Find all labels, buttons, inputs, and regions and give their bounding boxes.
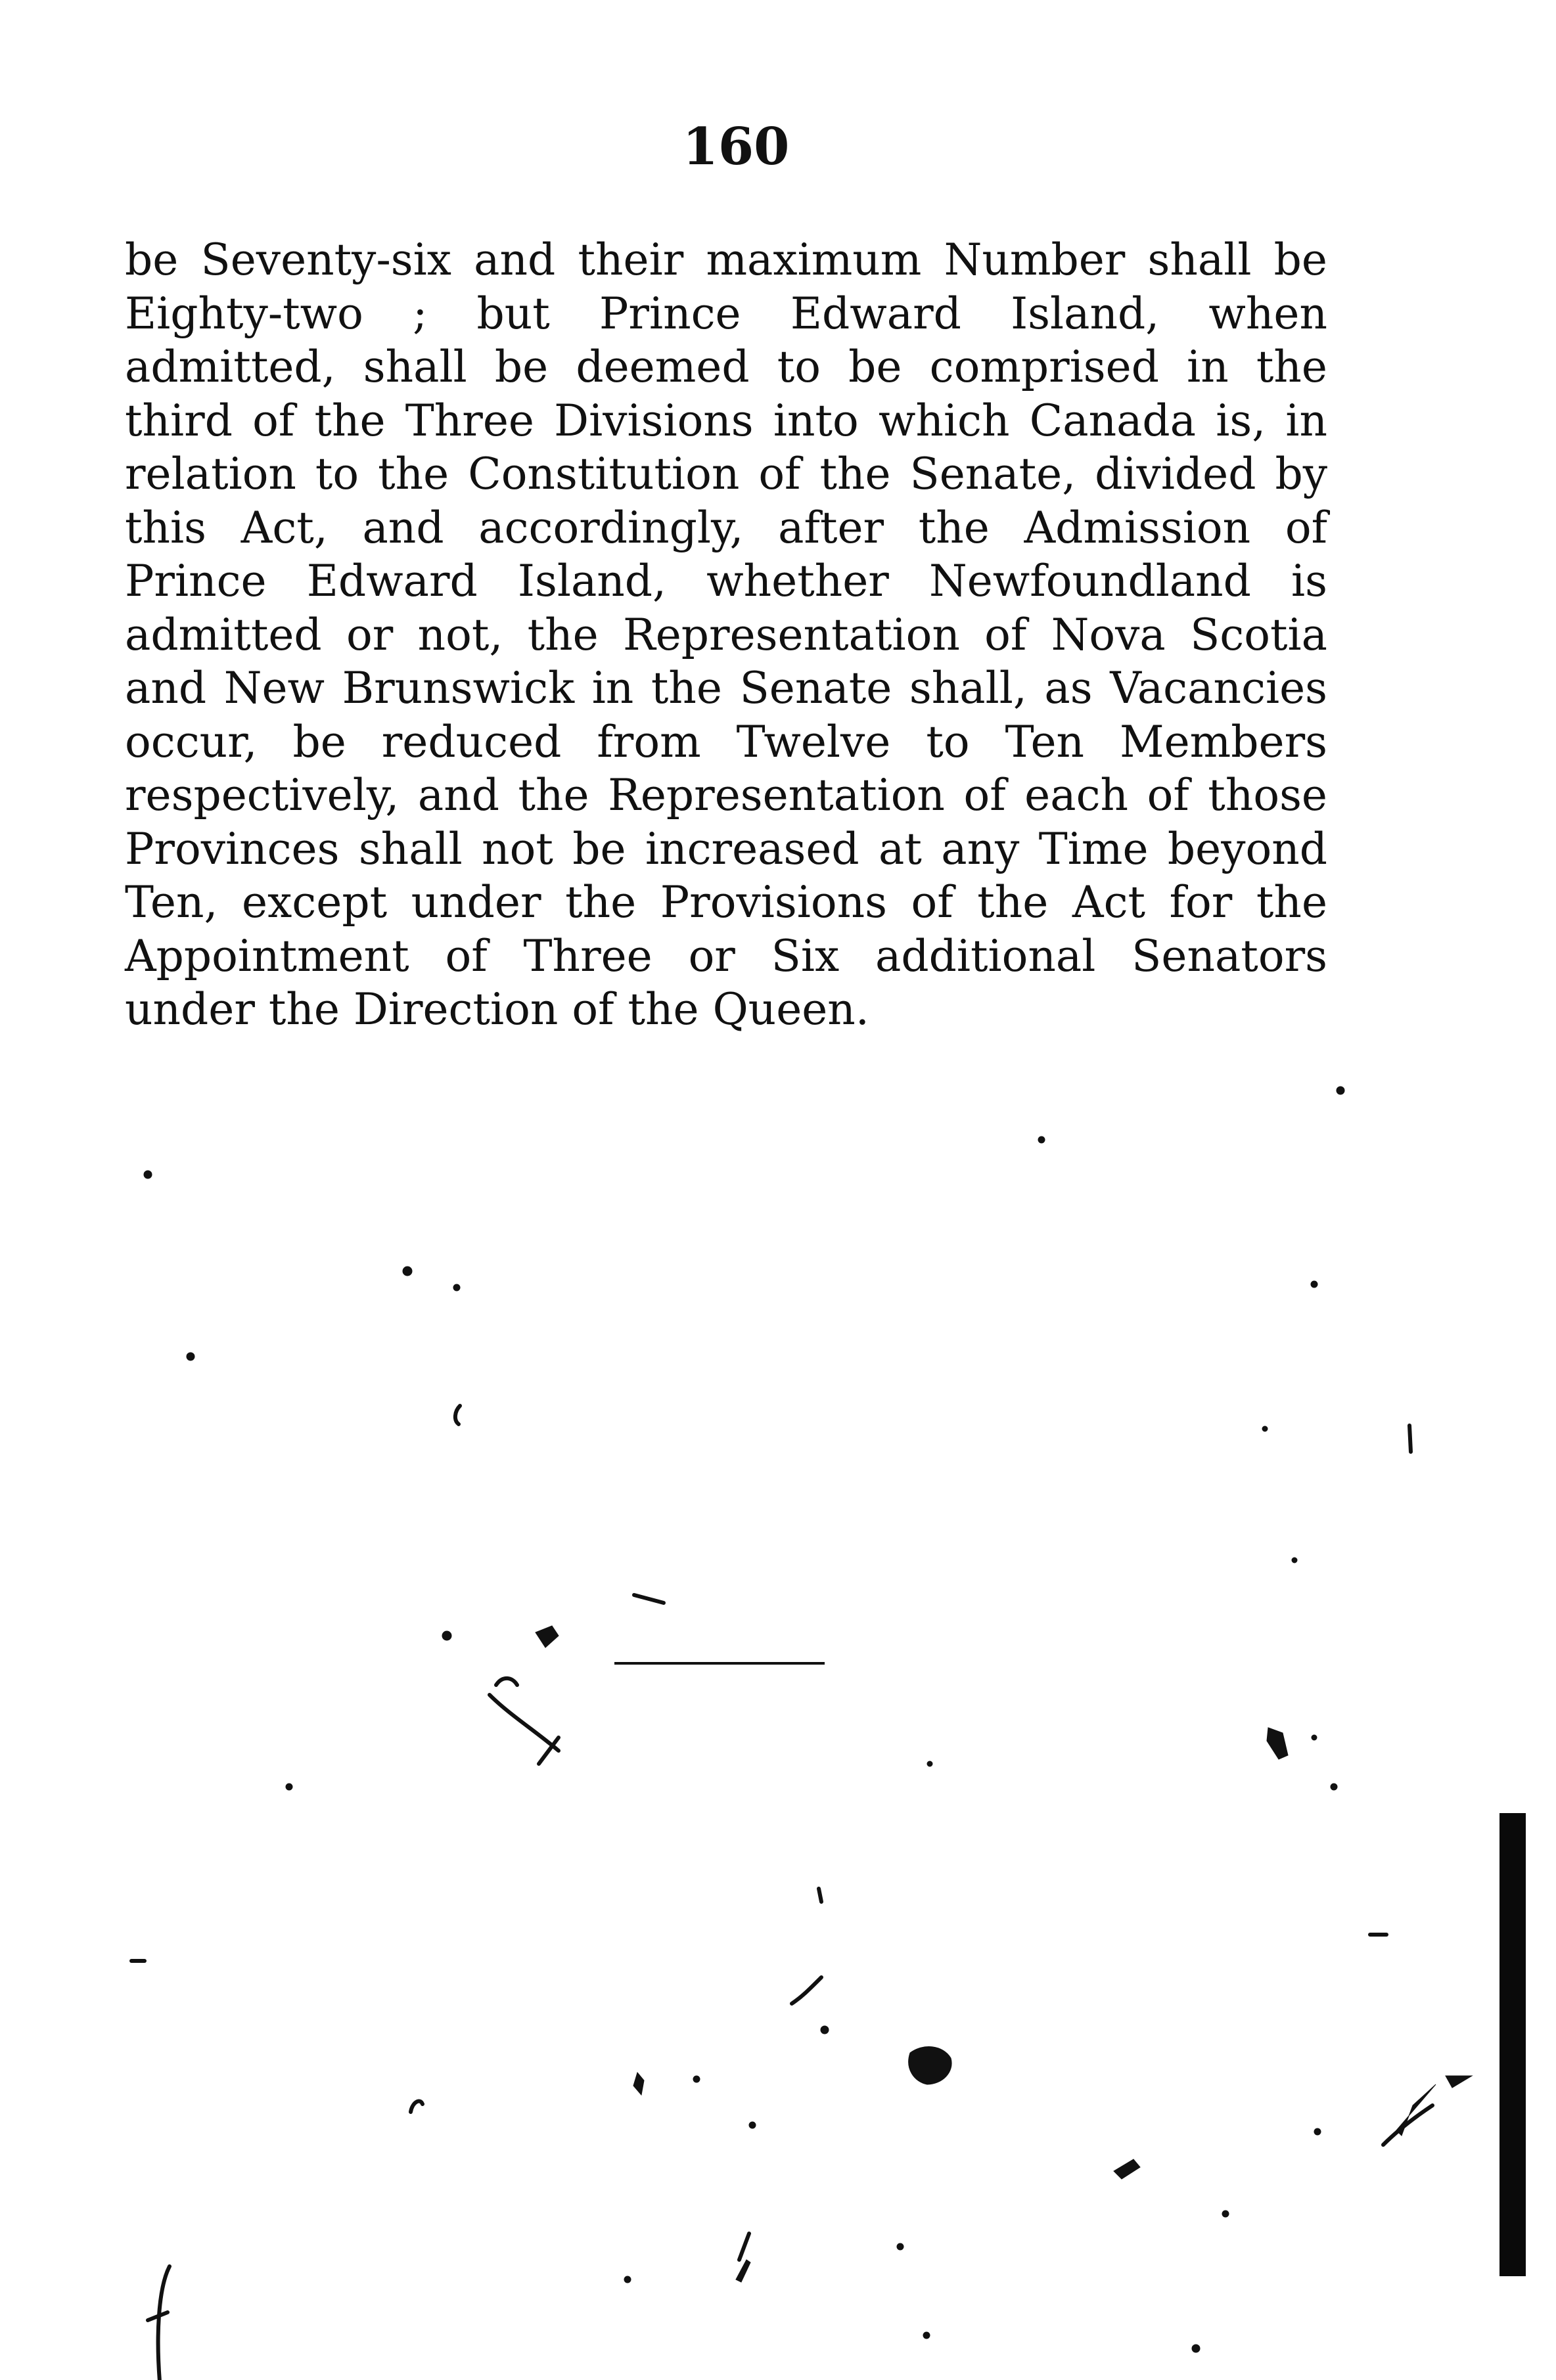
text-line: Prince Edward Island, whether Newfoundland is xyxy=(125,556,1327,606)
text-line: under the Direction of the Queen. xyxy=(125,984,869,1035)
text-line: be Seventy-six and their maximum Number shall be xyxy=(125,235,1327,285)
text-line: third of the Three Divisions into which Canada is, in xyxy=(125,395,1327,446)
text-line: Eighty-two ; but Prince Edward Island, when xyxy=(125,288,1327,339)
section-divider xyxy=(614,1662,825,1665)
text-line: Appointment of Three or Six additional Senators xyxy=(125,930,1327,981)
text-line: Ten, except under the Provisions of the Act for the xyxy=(125,877,1327,928)
text-line: admitted or not, the Representation of Nova Scotia xyxy=(125,609,1327,660)
text-line: this Act, and accordingly, after the Admission of xyxy=(125,502,1327,553)
text-line: and New Brunswick in the Senate shall, as Vacancies xyxy=(125,663,1327,713)
text-line: Provinces shall not be increased at any Time beyond xyxy=(125,823,1327,874)
text-line: relation to the Constitution of the Senate, divided by xyxy=(125,449,1327,499)
text-line: occur, be reduced from Twelve to Ten Members xyxy=(125,716,1327,767)
text-line: admitted, shall be deemed to be comprised in the xyxy=(125,342,1327,392)
body-paragraph xyxy=(125,233,1327,1037)
text-line: respectively, and the Representation of each of those xyxy=(125,770,1327,820)
page-number: 160 xyxy=(682,117,790,177)
binding-edge-mark xyxy=(1499,1813,1526,2276)
